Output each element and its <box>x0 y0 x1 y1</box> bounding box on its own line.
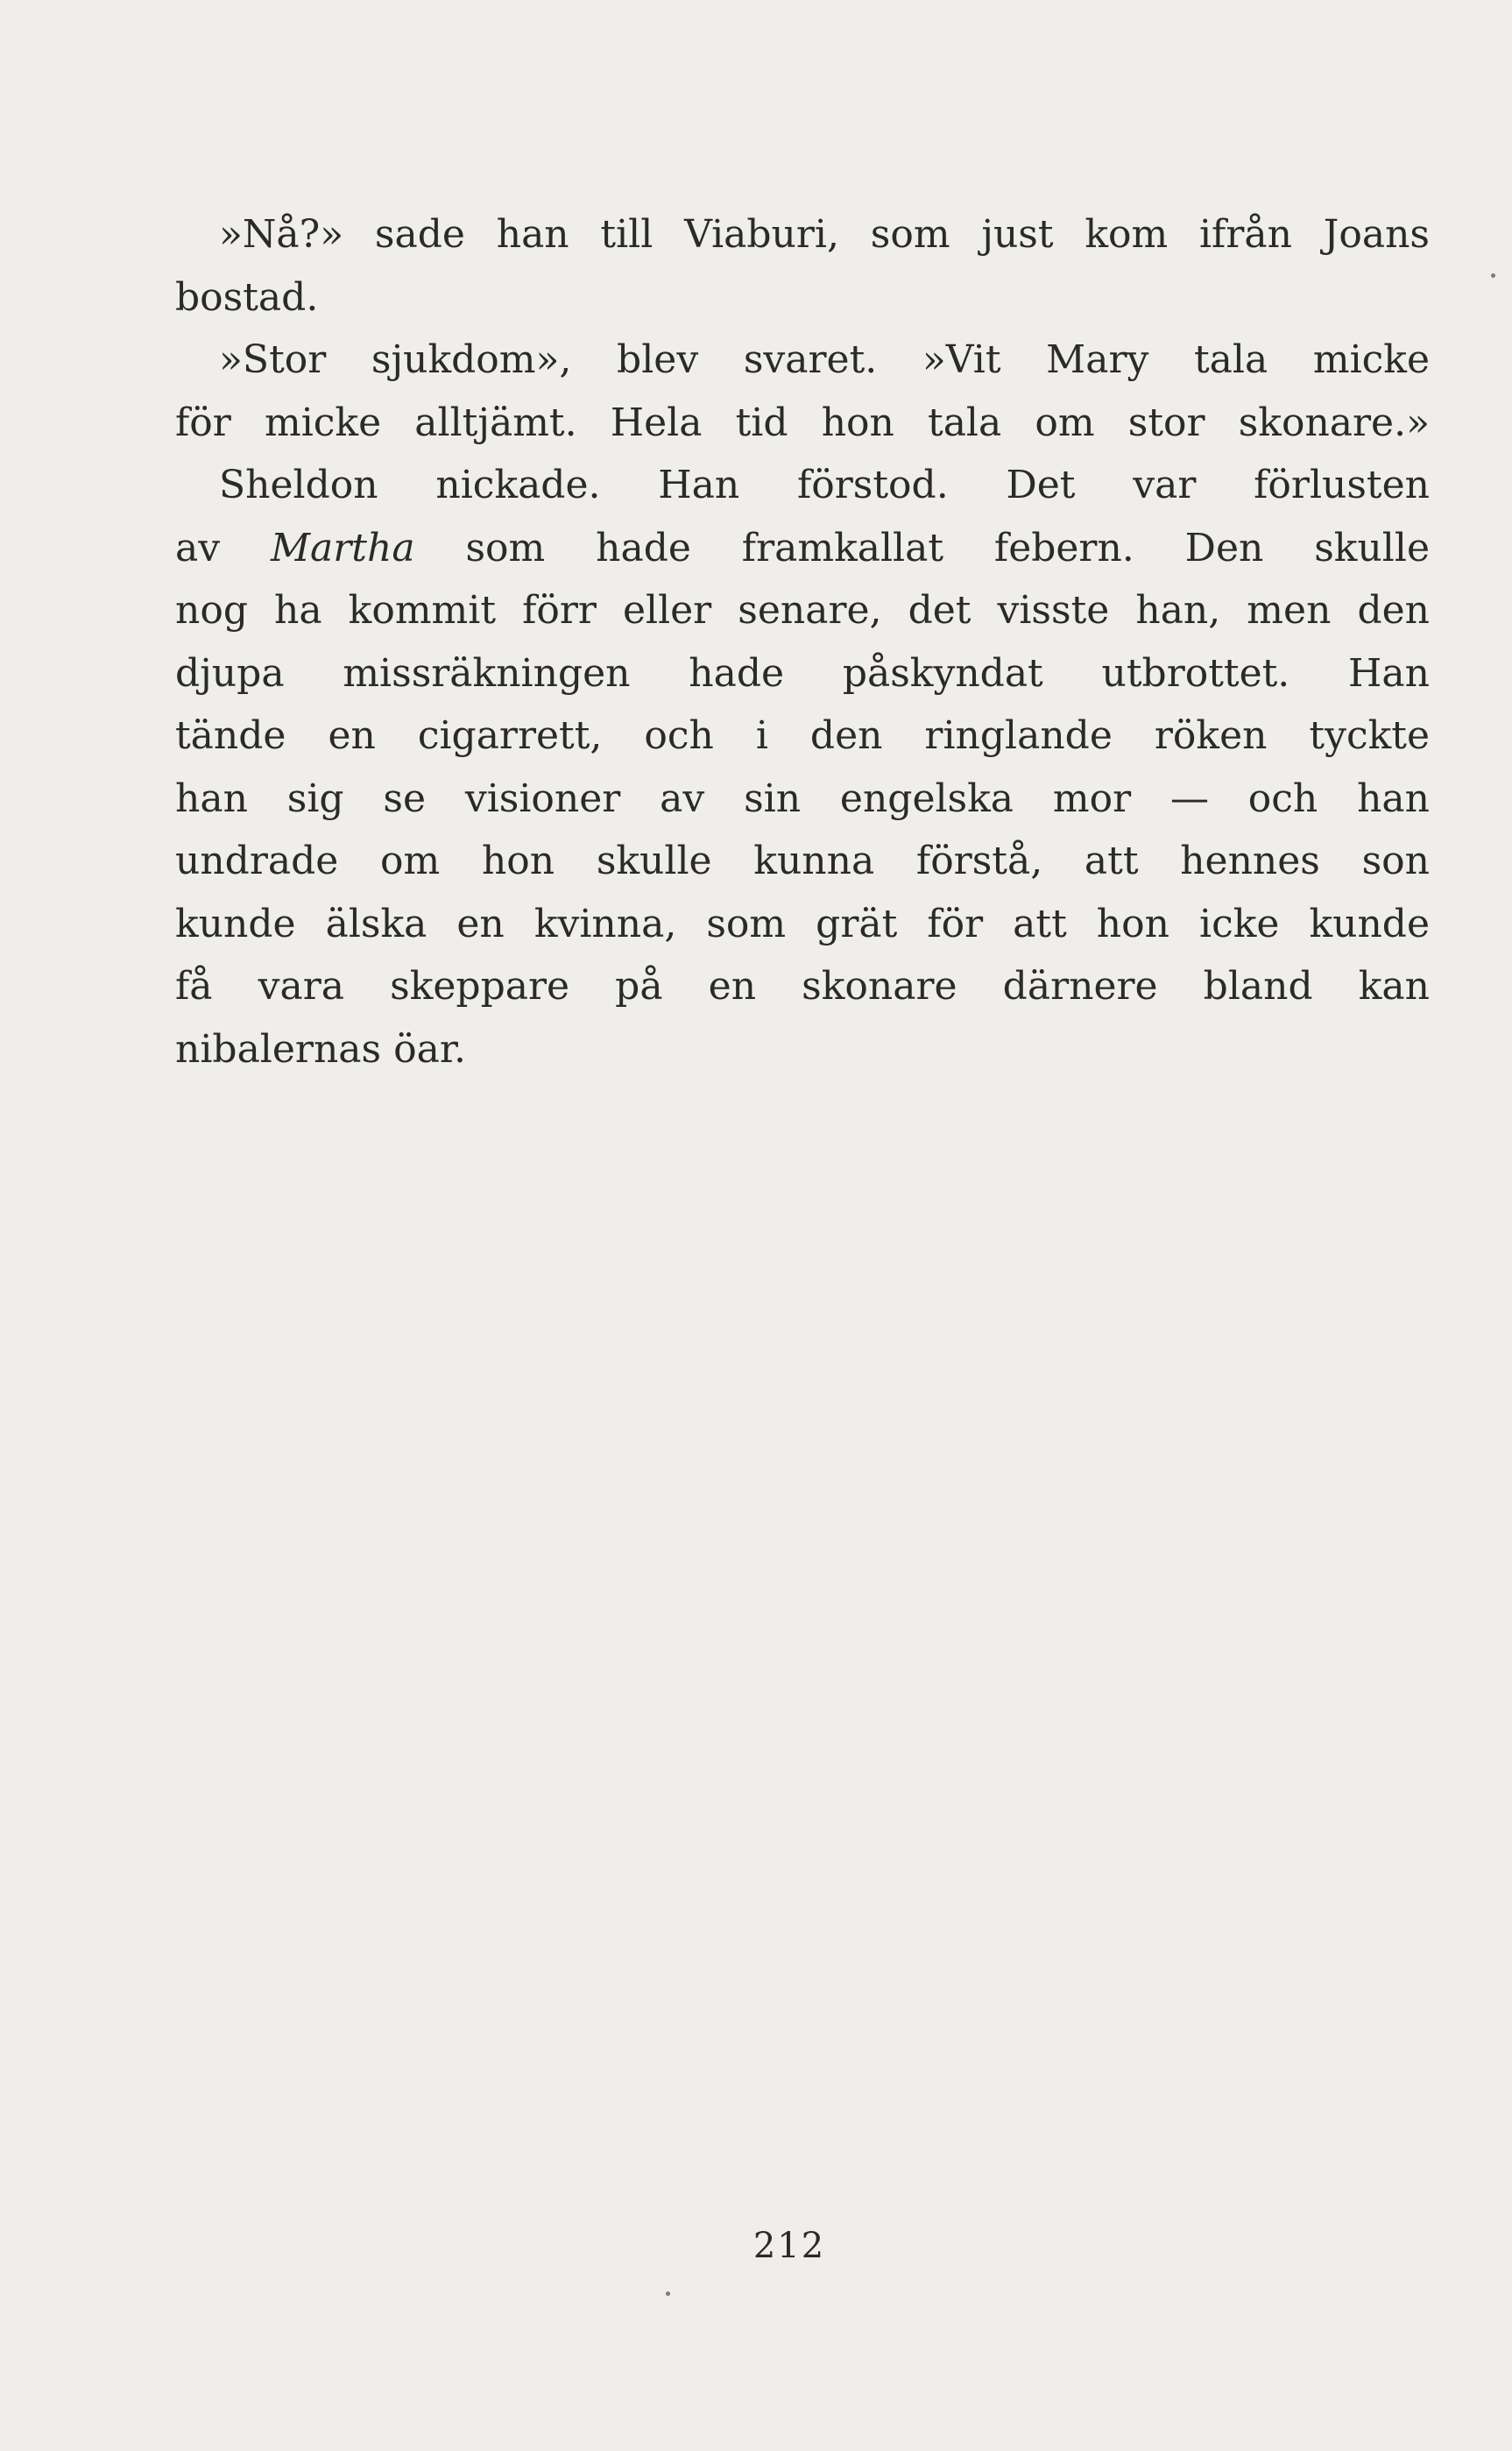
paragraph-3-line-2-start: av <box>175 525 221 570</box>
paragraph-3-line-1: Sheldon nickade. Han förstod. Det var förlusten <box>219 463 1430 507</box>
paragraph-3-line-3: nog ha kommit förr eller senare, det visste han, men den <box>175 588 1430 633</box>
paragraph-3-line-6: han sig se visioner av sin engelska mor — och han <box>175 776 1430 821</box>
paragraph-3-line-8: kunde älska en kvinna, som grät för att hon icke kunde <box>175 901 1430 946</box>
paragraph-2-line-2: för micke alltjämt. Hela tid hon tala om stor skonare.» <box>175 400 1430 445</box>
paragraph-3-line-5: tände en cigarrett, och i den ringlande röken tyckte <box>175 713 1430 758</box>
print-speck <box>666 2292 670 2296</box>
ship-name-martha: Martha <box>270 525 415 570</box>
paragraph-1-line-2: bostad. <box>175 274 319 320</box>
paragraph-3-line-4: djupa missräkningen hade påskyndat utbrottet. Han <box>175 650 1430 696</box>
paragraph-3-line-7: undrade om hon skulle kunna förstå, att hennes son <box>175 839 1430 883</box>
paragraph-2-line-1: »Stor sjukdom», blev svaret. »Vit Mary tala micke <box>219 337 1430 382</box>
page-number: 212 <box>752 2226 826 2266</box>
print-speck <box>1491 273 1495 278</box>
paragraph-3-line-2 <box>175 517 1430 580</box>
paragraph-3-line-10: nibalernas öar. <box>175 1026 466 1072</box>
paragraph-3-line-2-end: som hade framkallat febern. Den skulle <box>465 525 1430 570</box>
body-text <box>175 203 1430 1080</box>
paragraph-1-line-1: »Nå?» sade han till Viaburi, som just kom ifrån Joans <box>219 212 1430 257</box>
paragraph-3-line-9: få vara skeppare på en skonare därnere bland kan <box>175 964 1430 1009</box>
